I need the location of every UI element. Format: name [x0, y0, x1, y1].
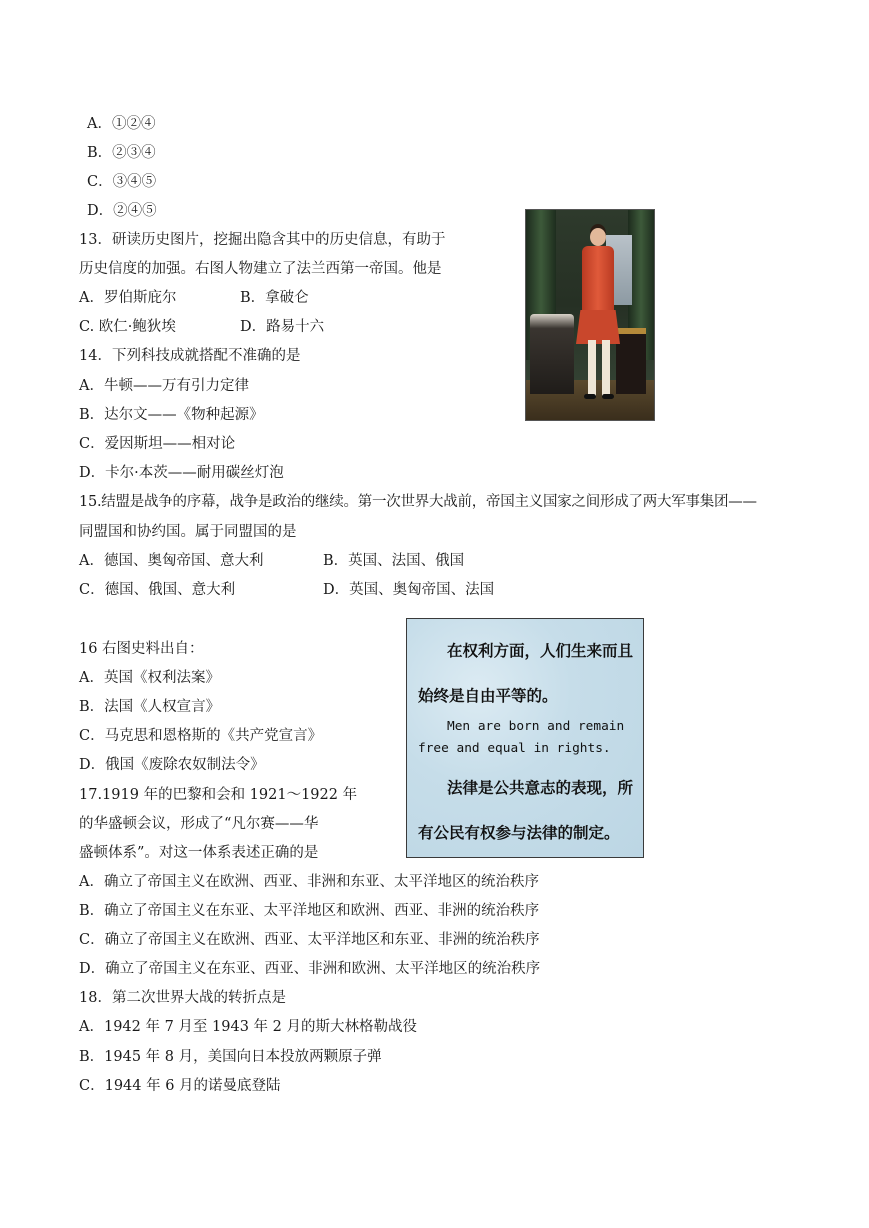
q17-stem-line3: 盛顿体系”。对这一体系表述正确的是	[79, 845, 319, 861]
quote-cn-line2: 始终是自由平等的。	[418, 687, 558, 705]
q16-option-a: A．英国《权利法案》	[79, 670, 220, 686]
q13-option-a: A．罗伯斯庇尔	[79, 290, 177, 306]
q13-option-b: B．拿破仑	[240, 290, 309, 306]
q15-stem-line2: 同盟国和协约国。属于同盟国的是	[79, 524, 297, 540]
q13-option-d: D．路易十六	[240, 319, 325, 335]
napoleon-portrait-image	[525, 209, 655, 421]
q12-option-c: C．③④⑤	[87, 174, 157, 190]
q16-stem: 16 右图史料出自：	[79, 641, 204, 657]
figure-shoe-right	[602, 394, 614, 399]
q13-option-c: C. 欧仁·鲍狄埃	[79, 319, 176, 335]
quote-en-line2: free and equal in rights.	[418, 741, 611, 756]
q16-option-d: D．俄国《废除农奴制法令》	[79, 757, 265, 773]
q12-option-d: D．②④⑤	[87, 203, 157, 219]
q17-option-c: C．确立了帝国主义在欧洲、西亚、太平洋地区和东亚、非洲的统治秩序	[79, 932, 540, 948]
figure-leg-left	[588, 340, 596, 396]
figure-coat	[576, 310, 620, 344]
q17-stem-line1: 17.1919 年的巴黎和会和 1921～1922 年	[79, 787, 358, 803]
figure-shoe-left	[584, 394, 596, 399]
q13-stem-line2: 历史信度的加强。右图人物建立了法兰西第一帝国。他是	[79, 261, 442, 277]
q15-option-b: B．英国、法国、俄国	[323, 553, 465, 569]
q16-option-b: B．法国《人权宣言》	[79, 699, 221, 715]
q15-option-a: A．德国、奥匈帝国、意大利	[79, 553, 264, 569]
chair	[616, 328, 646, 394]
figure-head	[590, 228, 606, 246]
q18-option-b: B．1945 年 8 月，美国向日本投放两颗原子弹	[79, 1049, 382, 1065]
q15-option-d: D．英国、奥匈帝国、法国	[323, 582, 495, 598]
q13-stem-line1: 13．研读历史图片，挖掘出隐含其中的历史信息，有助于	[79, 232, 446, 248]
declaration-quote-box	[406, 618, 644, 858]
q15-stem-line1: 15.结盟是战争的序幕，战争是政治的继续。第一次世界大战前，帝国主义国家之间形成了两大军事集团——	[79, 494, 757, 510]
q15-option-c: C．德国、俄国、意大利	[79, 582, 236, 598]
q17-option-a: A．确立了帝国主义在欧洲、西亚、非洲和东亚、太平洋地区的统治秩序	[79, 874, 539, 890]
q12-option-b: B．②③④	[87, 145, 156, 161]
quote-cn-line3: 法律是公共意志的表现，所	[447, 779, 634, 797]
q14-option-d: D．卡尔·本茨——耐用碳丝灯泡	[79, 465, 284, 481]
desk	[530, 314, 574, 394]
q14-option-a: A．牛顿——万有引力定律	[79, 378, 249, 394]
q17-stem-line2: 的华盛顿会议，形成了“凡尔赛——华	[79, 816, 319, 832]
q17-option-b: B．确立了帝国主义在东亚、太平洋地区和欧洲、西亚、非洲的统治秩序	[79, 903, 540, 919]
quote-cn-line4: 有公民有权参与法律的制定。	[418, 824, 620, 842]
figure-leg-right	[602, 340, 610, 396]
q12-option-a: A．①②④	[87, 116, 156, 132]
q17-option-d: D．确立了帝国主义在东亚、西亚、非洲和欧洲、太平洋地区的统治秩序	[79, 961, 541, 977]
q18-option-c: C．1944 年 6 月的诺曼底登陆	[79, 1078, 281, 1094]
q18-stem: 18．第二次世界大战的转折点是	[79, 990, 286, 1006]
q14-stem: 14．下列科技成就搭配不准确的是	[79, 348, 301, 364]
q14-option-b: B．达尔文——《物种起源》	[79, 407, 264, 423]
quote-cn-line1: 在权利方面，人们生来而且	[447, 642, 634, 660]
q14-option-c: C．爱因斯坦——相对论	[79, 436, 236, 452]
q18-option-a: A．1942 年 7 月至 1943 年 2 月的斯大林格勒战役	[79, 1019, 417, 1035]
q16-option-c: C．马克思和恩格斯的《共产党宣言》	[79, 728, 323, 744]
quote-en-line1: Men are born and remain	[447, 719, 625, 734]
